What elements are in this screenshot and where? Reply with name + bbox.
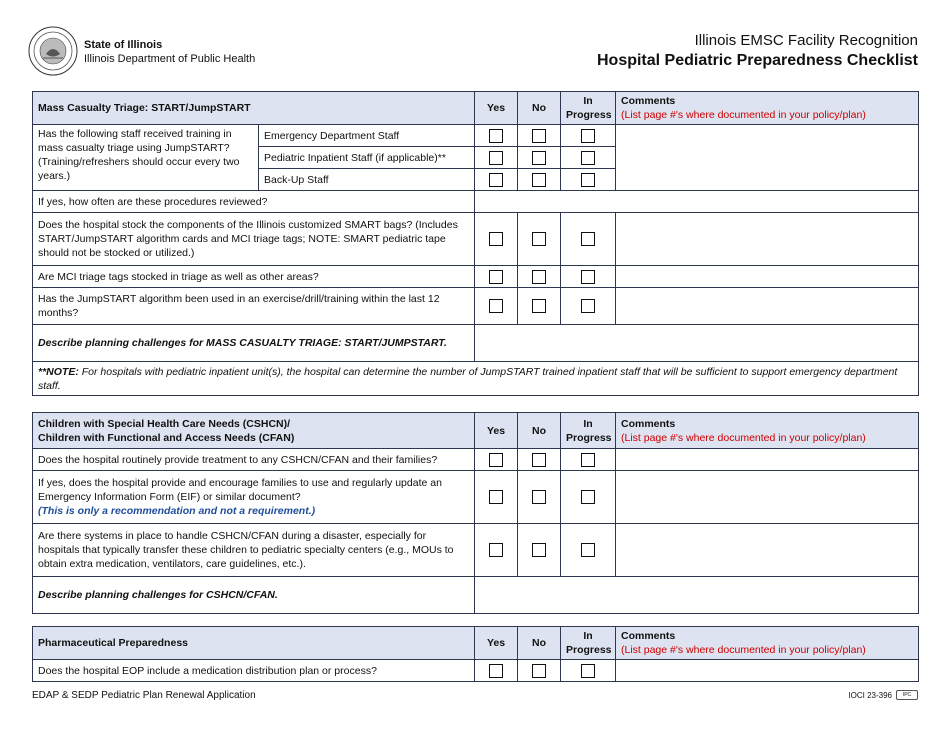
col-yes: Yes [475,413,518,449]
col-no: No [518,92,561,125]
question-disaster-systems: Are there systems in place to handle CSHCN/CFAN during a disaster, especially for hospitals that typically transfer these children to pediatric specialty centers (e.g., MOUs to obtain extra medication, ventilators, care guidelines, etc.). [33,524,475,577]
in-progress-checkbox[interactable] [581,232,595,246]
table-row [33,577,919,614]
col-no: No [518,627,561,660]
footnote: **NOTE: For hospitals with pediatric inpatient unit(s), the hospital can determine the number of JumpSTART trained inpatient staff that will be sufficient to support emergency department staff. [33,362,919,396]
col-comments: Comments (List page #'s where documented in your policy/plan) [616,413,919,449]
section-header-row [33,627,919,660]
illinois-state-seal-icon [28,26,78,76]
in-progress-checkbox[interactable] [581,299,595,313]
col-yes: Yes [475,92,518,125]
comments-cell[interactable] [616,660,919,682]
checklist-title: Hospital Pediatric Preparedness Checklist [596,52,918,69]
yes-checkbox[interactable] [489,151,503,165]
yes-checkbox[interactable] [489,490,503,504]
section-title: Children with Special Health Care Needs (CSHCN)/ Children with Functional and Access Needs (CFAN) [33,413,475,449]
in-progress-checkbox[interactable] [581,173,595,187]
in-progress-checkbox[interactable] [581,664,595,678]
no-checkbox[interactable] [532,232,546,246]
yes-checkbox[interactable] [489,270,503,284]
in-progress-checkbox[interactable] [581,453,595,467]
table-row [33,125,919,147]
table-row [33,471,919,524]
no-checkbox[interactable] [532,270,546,284]
planning-challenges-field[interactable] [475,577,919,614]
comments-cell[interactable] [616,266,919,288]
planning-challenges-label: Describe planning challenges for MASS CASUALTY TRIAGE: START/JUMPSTART. [33,325,475,362]
no-checkbox[interactable] [532,453,546,467]
program-title: Illinois EMSC Facility Recognition [694,32,918,49]
sub-ed-staff: Emergency Department Staff [259,125,475,147]
yes-checkbox[interactable] [489,299,503,313]
col-yes: Yes [475,627,518,660]
no-checkbox[interactable] [532,173,546,187]
no-checkbox[interactable] [532,151,546,165]
sub-backup-staff: Back-Up Staff [259,169,475,191]
document-titles [597,32,918,72]
col-comments: Comments (List page #'s where documented in your policy/plan) [616,627,919,660]
col-in-progress: In Progress [561,92,616,125]
table-row [33,524,919,577]
section-title: Pharmaceutical Preparedness [33,627,475,660]
no-checkbox[interactable] [532,299,546,313]
in-progress-checkbox[interactable] [581,270,595,284]
organization-block [84,38,255,66]
no-checkbox[interactable] [532,543,546,557]
table-row [33,449,919,471]
question-smart-bags: Does the hospital stock the components of the Illinois customized SMART bags? (Includes START/JumpSTART algorithm cards and MCI triage tags; NOTE: SMART pediatric tape should not be stocked or utilized.) [33,213,475,266]
col-comments: Comments (List page #'s where documented in your policy/plan) [616,92,919,125]
footer-form-id: IOCI 23-396 IPC [848,690,918,700]
question-routine-treatment: Does the hospital routinely provide treatment to any CSHCN/CFAN and their families? [33,449,475,471]
section-pharmaceutical-preparedness [32,626,919,682]
printer-bug-icon: IPC [896,690,918,700]
section-title: Mass Casualty Triage: START/JumpSTART [33,92,475,125]
table-row [33,288,919,325]
comments-cell[interactable] [616,288,919,325]
table-row [33,362,919,396]
col-in-progress: In Progress [561,627,616,660]
yes-checkbox[interactable] [489,664,503,678]
section-mass-casualty-triage [32,91,919,396]
comments-cell[interactable] [616,471,919,524]
in-progress-checkbox[interactable] [581,543,595,557]
question-medication-distribution: Does the hospital EOP include a medication distribution plan or process? [33,660,475,682]
no-checkbox[interactable] [532,129,546,143]
table-row [33,660,919,682]
question-review-frequency: If yes, how often are these procedures reviewed? [33,191,475,213]
yes-checkbox[interactable] [489,129,503,143]
in-progress-checkbox[interactable] [581,490,595,504]
table-row [33,325,919,362]
planning-challenges-field[interactable] [475,325,919,362]
table-row [33,213,919,266]
sub-inpatient-staff: Pediatric Inpatient Staff (if applicable)** [259,147,475,169]
no-checkbox[interactable] [532,664,546,678]
yes-checkbox[interactable] [489,173,503,187]
col-no: No [518,413,561,449]
section-header-row [33,413,919,449]
in-progress-checkbox[interactable] [581,129,595,143]
no-checkbox[interactable] [532,490,546,504]
comments-cell[interactable] [616,125,919,191]
yes-checkbox[interactable] [489,453,503,467]
question-staff-training: Has the following staff received training in mass casualty triage using JumpSTART? (Training/refreshers should occur every two years.) [33,125,259,191]
comments-cell[interactable] [616,213,919,266]
planning-challenges-label: Describe planning challenges for CSHCN/CFAN. [33,577,475,614]
section-cshcn-cfan [32,412,919,614]
question-eif: If yes, does the hospital provide and encourage families to use and regularly update an Emergency Information Form (EIF) or similar document? (This is only a recommendation and not a requirement.) [33,471,475,524]
col-in-progress: In Progress [561,413,616,449]
state-name: State of Illinois [84,39,163,51]
yes-checkbox[interactable] [489,232,503,246]
comments-cell[interactable] [616,524,919,577]
footer-form-name: EDAP & SEDP Pediatric Plan Renewal Application [32,690,256,701]
comments-cell[interactable] [616,449,919,471]
table-row [33,191,919,213]
department-name: Illinois Department of Public Health [84,53,256,65]
question-triage-tags: Are MCI triage tags stocked in triage as well as other areas? [33,266,475,288]
section-header-row [33,92,919,125]
table-row [33,266,919,288]
question-jumpstart-exercise: Has the JumpSTART algorithm been used in an exercise/drill/training within the last 12 months? [33,288,475,325]
answer-review-frequency[interactable] [475,191,919,213]
in-progress-checkbox[interactable] [581,151,595,165]
yes-checkbox[interactable] [489,543,503,557]
